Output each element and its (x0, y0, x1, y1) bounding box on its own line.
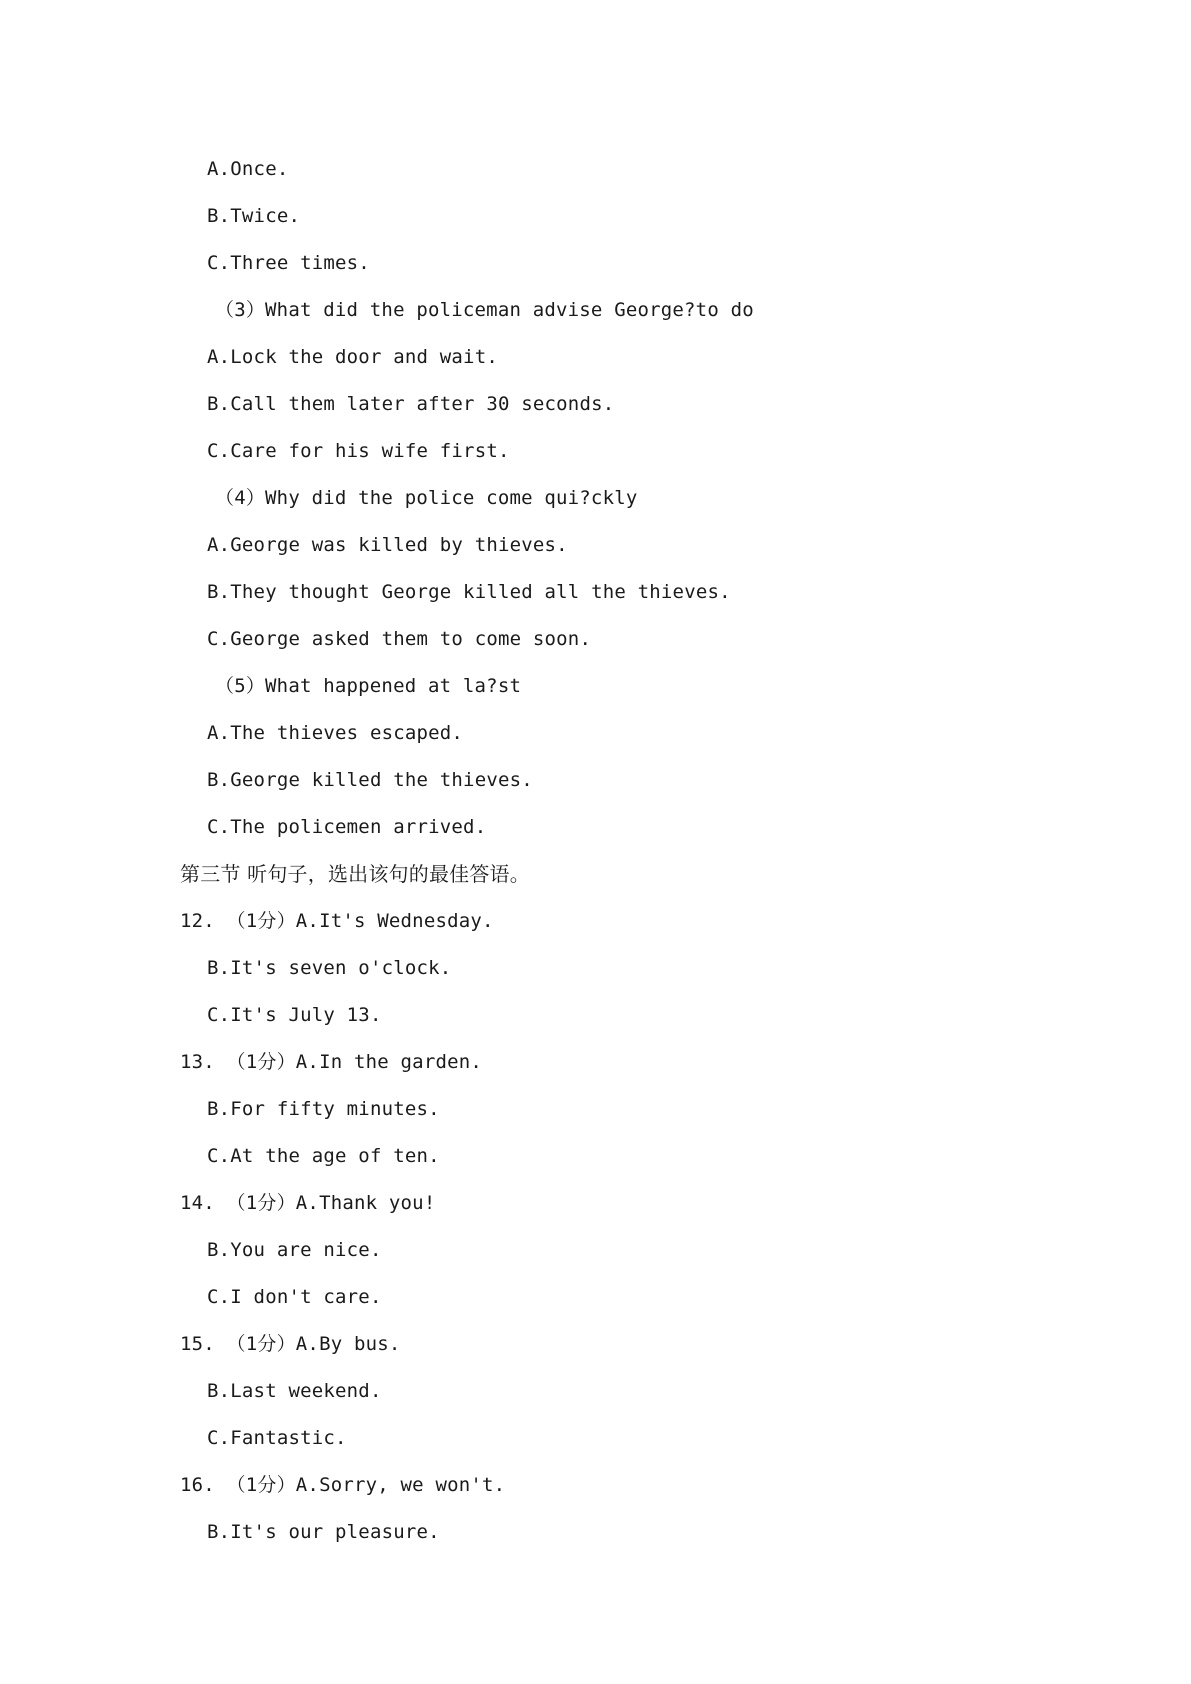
option-text: B.For fifty minutes. (207, 1098, 440, 1120)
numbered-question: 12. （1分）A.It's Wednesday. (180, 910, 494, 932)
option-text: A.George was killed by thieves. (207, 534, 568, 556)
numbered-question: 15. （1分）A.By bus. (180, 1333, 401, 1355)
option-text: C.Care for his wife first. (207, 440, 510, 462)
option-text: B.Twice. (207, 205, 301, 227)
option-text: B.It's our pleasure. (207, 1521, 440, 1543)
numbered-question: 14. （1分）A.Thank you! (180, 1192, 436, 1214)
option-text: C.It's July 13. (207, 1004, 382, 1026)
option-text: C.The policemen arrived. (207, 816, 487, 838)
option-text: C.Three times. (207, 252, 370, 274)
sub-question: （3）What did the policeman advise George?to do (215, 299, 754, 321)
option-text: A.Lock the door and wait. (207, 346, 498, 368)
sub-question: （4）Why did the police come qui?ckly (215, 487, 638, 509)
numbered-question: 13. （1分）A.In the garden. (180, 1051, 483, 1073)
sub-question: （5）What happened at la?st (215, 675, 522, 697)
option-text: A.The thieves escaped. (207, 722, 464, 744)
numbered-question: 16. （1分）A.Sorry, we won't. (180, 1474, 506, 1496)
document-content (0, 146, 1191, 1556)
option-text: B.George killed the thieves. (207, 769, 533, 791)
option-text: B.Call them later after 30 seconds. (207, 393, 615, 415)
option-text: C.Fantastic. (207, 1427, 347, 1449)
section-heading: 第三节 听句子，选出该句的最佳答语。 (180, 862, 530, 886)
option-text: B.They thought George killed all the thieves. (207, 581, 731, 603)
option-text: C.At the age of ten. (207, 1145, 440, 1167)
option-text: B.You are nice. (207, 1239, 382, 1261)
option-text: B.Last weekend. (207, 1380, 382, 1402)
option-text: C.George asked them to come soon. (207, 628, 592, 650)
option-text: B.It's seven o'clock. (207, 957, 452, 979)
option-text: C.I don't care. (207, 1286, 382, 1308)
option-text: A.Once. (207, 158, 289, 180)
